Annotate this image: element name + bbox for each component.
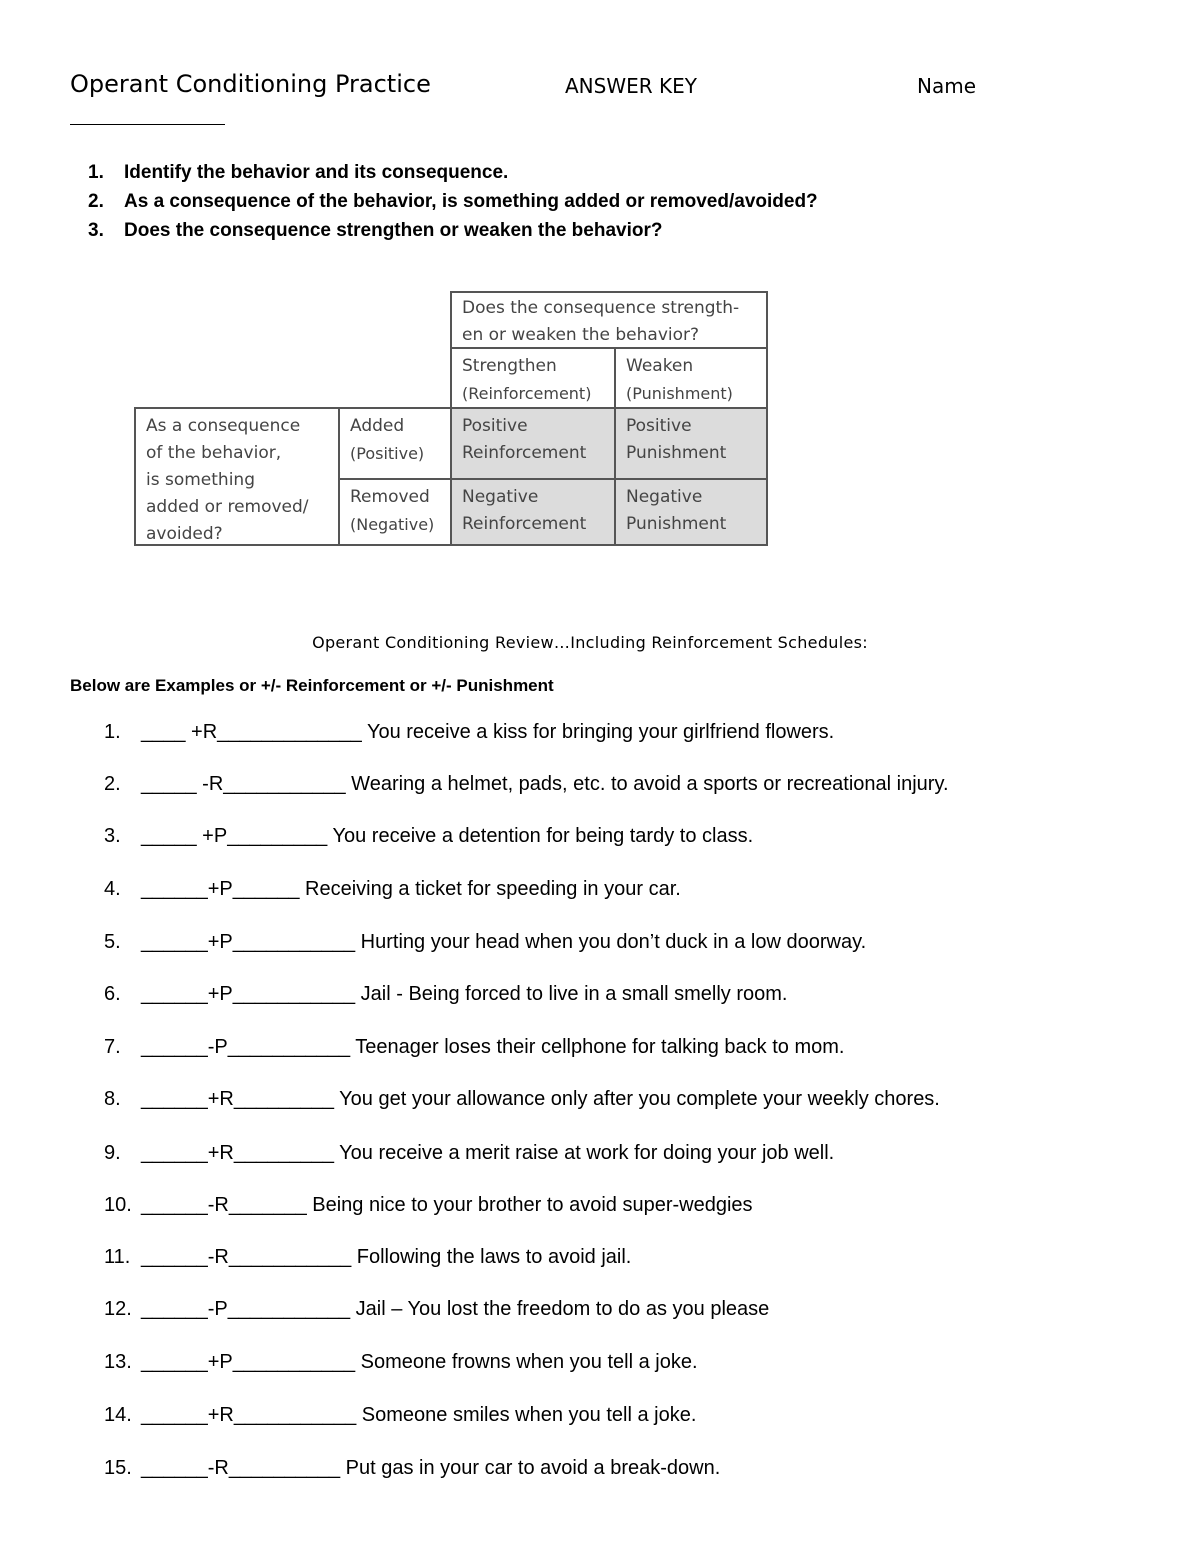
matrix-positive-punishment [614, 407, 768, 480]
page-title: Operant Conditioning Practice [70, 70, 431, 98]
list-item [104, 979, 787, 1009]
matrix-strengthen-header [450, 347, 616, 409]
matrix-weaken-header [614, 347, 768, 409]
item-number: 2. [104, 773, 121, 795]
matrix-text: (Reinforcement) [462, 384, 592, 403]
item-number: 4. [104, 878, 121, 900]
matrix-text: (Negative) [350, 515, 435, 534]
matrix-side-question [134, 407, 340, 546]
item-text: ______+P___________ Jail - Being forced to live in a small smelly room. [141, 983, 788, 1005]
matrix-text: Positive [462, 416, 528, 436]
matrix-text: Negative [626, 487, 703, 507]
list-item [104, 821, 753, 851]
matrix-text: As a consequence [146, 416, 301, 436]
matrix-text: Punishment [626, 443, 727, 463]
item-text: ______-P___________ Teenager loses their cellphone for talking back to mom. [141, 1036, 845, 1058]
matrix-text: Positive [626, 416, 692, 436]
item-number: 5. [104, 931, 121, 953]
matrix-text: Strengthen [462, 356, 557, 376]
instruction-item [88, 216, 818, 245]
matrix-text: Reinforcement [462, 443, 587, 463]
matrix-text: (Punishment) [626, 384, 733, 403]
name-label: Name [917, 74, 977, 98]
matrix-text: (Positive) [350, 444, 425, 463]
instruction-number: 3. [88, 220, 104, 241]
answer-key-label: ANSWER KEY [565, 74, 697, 98]
item-number: 13. [104, 1351, 132, 1373]
item-number: 6. [104, 983, 121, 1005]
item-text: ______+P___________ Hurting your head when you don’t duck in a low doorway. [141, 931, 867, 953]
item-text: _____ +P_________ You receive a detention for being tardy to class. [141, 825, 754, 847]
list-item [104, 1453, 720, 1483]
instruction-text: Does the consequence strengthen or weaken the behavior? [124, 220, 663, 241]
instruction-number: 2. [88, 191, 104, 212]
item-text: ______-R___________ Following the laws to avoid jail. [141, 1246, 632, 1268]
matrix-text: Punishment [626, 514, 727, 534]
matrix-removed-label [338, 478, 452, 546]
item-text: _____ -R___________ Wearing a helmet, pads, etc. to avoid a sports or recreational injury. [141, 773, 949, 795]
item-number: 10. [104, 1194, 132, 1216]
instruction-item [88, 187, 818, 216]
list-item [104, 1347, 698, 1377]
item-number: 8. [104, 1088, 121, 1110]
matrix-text: avoided? [146, 524, 223, 544]
list-item [104, 769, 949, 799]
matrix-text: Removed [350, 487, 430, 507]
matrix-text: Does the consequence strength- [462, 298, 740, 318]
instruction-item [88, 158, 818, 187]
reinforcement-matrix [134, 291, 768, 546]
list-item [104, 927, 866, 957]
item-number: 14. [104, 1404, 132, 1426]
matrix-added-label [338, 407, 452, 480]
item-text: ______+R___________ Someone smiles when you tell a joke. [141, 1404, 697, 1426]
item-text: ______+R_________ You receive a merit raise at work for doing your job well. [141, 1142, 835, 1164]
list-item [104, 1138, 834, 1168]
item-number: 7. [104, 1036, 121, 1058]
examples-heading: Below are Examples or +/- Reinforcement or +/- Punishment [70, 676, 554, 695]
instruction-text: Identify the behavior and its consequence. [124, 162, 509, 183]
item-text: ______+R_________ You get your allowance only after you complete your weekly chores. [141, 1088, 940, 1110]
list-item [104, 1032, 844, 1062]
item-number: 1. [104, 721, 121, 743]
matrix-text: of the behavior, [146, 443, 282, 463]
list-item [104, 874, 681, 904]
matrix-negative-punishment [614, 478, 768, 546]
name-blank-line [70, 124, 225, 125]
matrix-text: Weaken [626, 356, 694, 376]
instruction-number: 1. [88, 162, 104, 183]
matrix-text: is something [146, 470, 255, 490]
item-number: 12. [104, 1298, 132, 1320]
item-text: ______+P___________ Someone frowns when you tell a joke. [141, 1351, 698, 1373]
list-item [104, 1400, 696, 1430]
matrix-text: Negative [462, 487, 539, 507]
item-number: 9. [104, 1142, 121, 1164]
item-number: 11. [104, 1246, 131, 1268]
instructions-list [88, 158, 818, 245]
matrix-text: en or weaken the behavior? [462, 325, 700, 345]
matrix-text: Reinforcement [462, 514, 587, 534]
matrix-text: added or removed/ [146, 497, 309, 517]
matrix-negative-reinforcement [450, 478, 616, 546]
item-text: ______+P______ Receiving a ticket for speeding in your car. [141, 878, 681, 900]
item-text: ____ +R_____________ You receive a kiss for bringing your girlfriend flowers. [141, 721, 835, 743]
list-item [104, 1084, 940, 1114]
item-text: ______-P___________ Jail – You lost the freedom to do as you please [141, 1298, 770, 1320]
item-number: 15. [104, 1457, 132, 1479]
item-number: 3. [104, 825, 121, 847]
list-item [104, 1242, 631, 1272]
review-title: Operant Conditioning Review…Including Reinforcement Schedules: [312, 633, 868, 652]
list-item [104, 1190, 753, 1220]
matrix-top-question [450, 291, 768, 349]
list-item [104, 1294, 769, 1324]
matrix-positive-reinforcement [450, 407, 616, 480]
matrix-text: Added [350, 416, 405, 436]
list-item [104, 717, 834, 747]
instruction-text: As a consequence of the behavior, is something added or removed/avoided? [124, 191, 818, 212]
item-text: ______-R_______ Being nice to your brother to avoid super-wedgies [141, 1194, 753, 1216]
item-text: ______-R__________ Put gas in your car to avoid a break-down. [141, 1457, 721, 1479]
